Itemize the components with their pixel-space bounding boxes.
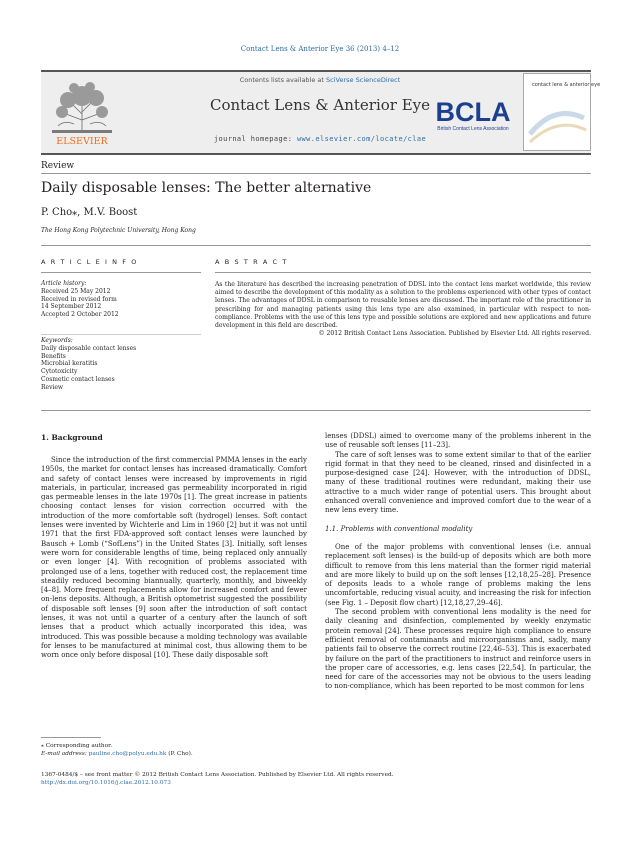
paragraph: Since the introduction of the first commercial PMMA lenses in the early 1950s, the market for contact lenses has increased dramatically. Comfort and safety of contact lenses were increased by improvements in rigid materials, in particular, increased gas permeability incorporated in rigid gas permeable lenses in the late 1970s [1]. The great increase in patients choosing contact lenses for vision correction occurred with the introduction of the more comfortable soft (hydrogel) lenses. Soft contact lenses were invented by Wichterle and Lim in 1960 [2] but it was not until 1971 that the first FDA-approved soft contact lenses were launched by Bausch + Lomb (“SofLens”) in the United States [3]. Initially, soft lenses were worn for considerable lengths of time, being replaced only annually or even longer [4]. With recognition of problems associated with prolonged use of a lens, together with reduced cost, the replacement time steadily reduced becoming biannually, quarterly, monthly, and biweekly [4–8]. More frequent replacements allow for increased comfort and fewer on-lens deposits. Although, a British optometrist suggested the possibility of disposable soft lenses [9] soon after the introduction of soft contact lenses, it was not until a quarter of a century after the launch of soft lenses that a product which actually incorporated this idea, was introduced. This was possible because a molding technology was available for lenses to be manufactured at minimal cost, thus allowing them to be worn once only before disposal [10]. These daily disposable soft [41,456,307,660]
paragraph: One of the major problems with conventional lenses (i.e. annual replacement soft lenses) is the build-up of deposits which are both more difficult to remove from this lens material than the former rigid material and are more likely to build up on the soft lenses [12,18,25–28]. Presence of deposits leads to a whole range of problems making the lens uncomfortable, reducing visual acuity, and increasing the risk for infection (see Fig. 1 – Deposit flow chart) [12,18,27,29–46]. [325,542,591,607]
keyword: Review [41,383,64,391]
divider [41,410,591,411]
history-line: 14 September 2012 [41,303,102,311]
body-column-right [325,432,591,692]
corresponding-author: ⁎ Corresponding author. [41,743,113,749]
divider [41,173,591,174]
journal-homepage: journal homepage: www.elsevier.com/locate/clae [213,135,427,143]
bcla-logo-text: BCLA [435,97,511,127]
journal-citation[interactable]: Contact Lens & Anterior Eye 36 (2013) 4–12 [240,45,400,53]
journal-title: Contact Lens & Anterior Eye [209,96,431,114]
section-heading: 1. Background [41,433,103,442]
paragraph: The second problem with conventional lens modality is the need for daily cleaning and disinfection, complemented by weekly enzymatic protein removal [24]. These processes require high compliance to ensure efficient removal of contaminants and microorganisms and, sadly, many patients fail to observe the correct routine [22,46–53]. This is exacerbated by failure on the part of the practitioners to instruct and reinforce users in the proper care of accessories, e.g. lens cases [22,54]. In particular, the need for care of the accessories may not be obvious to the users leading to non-compliance, which has been reported to be most common for lens [325,608,592,691]
keyword: Cytotoxicity [41,368,78,376]
keyword: Microbial keratitis [41,360,98,368]
keywords [41,337,206,392]
history-line: Accepted 2 October 2012 [41,311,119,319]
article-info-heading: A R T I C L E I N F O [41,258,139,266]
history-label: Article history: [41,280,87,287]
bcla-logo-subtext: British Contact Lens Association [437,126,509,132]
page-footer [41,771,601,787]
keywords-label: Keywords: [41,337,73,344]
sciencedirect-link[interactable]: SciVerse ScienceDirect [326,76,401,84]
paragraph: lenses (DDSL) aimed to overcome many of the problems inherent in the use of reusable soft lenses [11–23]. [325,432,591,450]
paragraph: The care of soft lenses was to some extent similar to that of the earlier rigid format in that they need to be cleaned, rinsed and disinfected in a purpose-designed case [24]. However, with the introduction of DDSL, many of these traditional routines were redundant, making their use attractive to a much wider range of potential users. This brought about enhanced overall convenience and improved comfort due to the wear of a new lens every time. [325,450,591,515]
history-line: Received in revised form [41,295,117,303]
keyword: Daily disposable contact lenses [41,344,137,352]
journal-cover-image [523,73,601,151]
article-title: Daily disposable lenses: The better alternative [41,180,372,196]
divider [41,245,591,246]
doi-link[interactable]: http://dx.doi.org/10.1016/j.clae.2012.10.073 [41,780,171,786]
email-link[interactable]: pauline.cho@polyu.edu.hk [88,751,167,757]
article-history [41,280,206,319]
homepage-link[interactable]: www.elsevier.com/locate/clae [296,135,427,143]
divider [215,272,591,273]
abstract-body [215,281,591,338]
divider [41,272,201,273]
subsection-heading: 1.1. Problems with conventional modality [325,524,473,533]
article-type: Review [41,161,75,171]
issn-line: 1367-0484/$ – see front matter © 2012 British Contact Lens Association. Published by Elsevier Ltd. All rights reserved. [41,772,394,778]
abstract-copyright: © 2012 British Contact Lens Association. Published by Elsevier Ltd. All rights reserved. [318,330,591,338]
bcla-logo [432,92,514,134]
footnote [41,742,307,758]
divider [41,334,201,335]
footnote-divider [41,737,101,738]
article-authors[interactable]: P. Cho⁎, M.V. Boost [41,207,138,218]
contents-availability: Contents lists available at SciVerse ScienceDirect [239,76,401,84]
abstract-text: As the literature has described the increasing penetration of DDSL into the contact lens market worldwide, this review aimed to describe the development of this modality as a solution to the problems experienced with other types of contact lenses. The advantages of DDSL in comparison to reusable lenses are discussed. The important role of the practitioner in prescribing for and managing patients using this lens type are also examined, in particular with respect to non-compliance. Problems with the use of this lens type and possible solutions are explored and new applications and future development in this field are described. [215,281,591,330]
keyword: Cosmetic contact lenses [41,375,115,383]
author-affiliation: The Hong Kong Polytechnic University, Hong Kong [41,227,196,234]
keyword: Benefits [41,352,66,360]
abstract-heading: A B S T R A C T [215,258,288,266]
history-line: Received 25 May 2012 [41,287,111,295]
body-column-left [41,456,307,661]
cover-title: contact lens & anterior eye [532,82,601,88]
email-line: E-mail address: pauline.cho@polyu.edu.hk (P. Cho). [41,751,193,757]
elsevier-logo-text: ELSEVIER [56,136,108,147]
